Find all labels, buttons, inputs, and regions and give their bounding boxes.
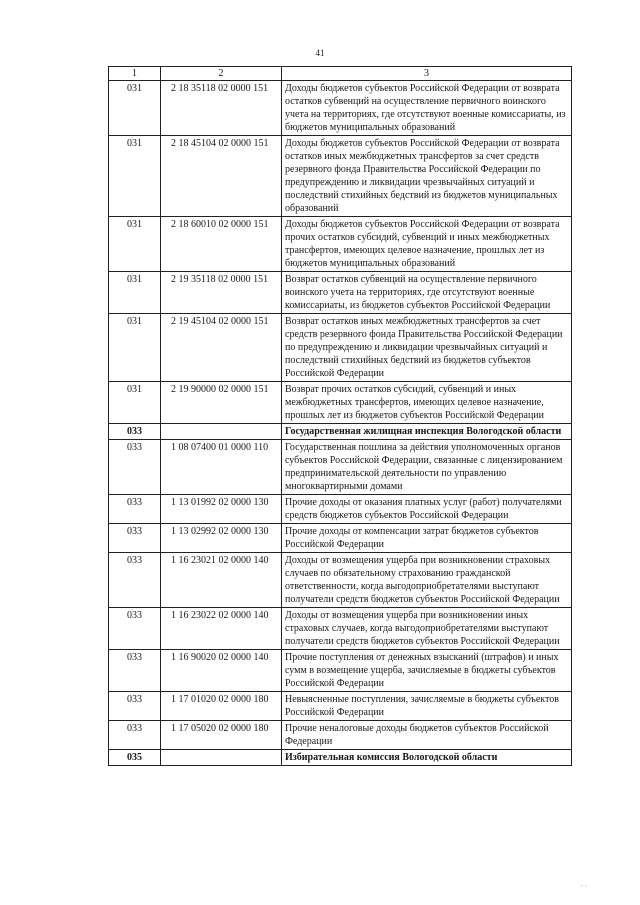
admin-code-cell: 031 (109, 382, 161, 424)
table-row (109, 81, 572, 136)
table-row (109, 608, 572, 650)
admin-code-cell: 033 (109, 553, 161, 608)
admin-code-cell: 031 (109, 272, 161, 314)
admin-code-cell: 033 (109, 440, 161, 495)
budget-classification-code-cell: 1 13 01992 02 0000 130 (161, 495, 282, 524)
admin-code-cell: 033 (109, 524, 161, 553)
revenue-description-cell: Доходы бюджетов субъектов Российской Федерации от возврата остатков иных межбюджетных трансфертов за счет средств резервного фонда Правительства Российской Федерации по предупреждению и ликвидации чрезвычайных ситуаций и последствий стихийных бедствий из бюджетов муниципальных образований (282, 136, 572, 217)
revenue-description-cell: Прочие неналоговые доходы бюджетов субъектов Российской Федерации (282, 721, 572, 750)
budget-classification-code-cell: 2 19 45104 02 0000 151 (161, 314, 282, 382)
revenue-description-cell: Доходы от возмещения ущерба при возникновении страховых случаев по обязательному страхованию гражданской ответственности, когда выгодоприобретателями выступают получатели средств бюджетов субъектов Российской Федерации (282, 553, 572, 608)
table-row (109, 440, 572, 495)
revenue-description-cell: Доходы бюджетов субъектов Российской Федерации от возврата прочих остатков субсидий, субвенций и иных межбюджетных трансфертов, имеющих целевое назначение, прошлых лет из бюджетов муниципальных образований (282, 217, 572, 272)
header-col-1: 1 (109, 67, 161, 81)
table-row (109, 495, 572, 524)
budget-classification-code-cell: 1 17 05020 02 0000 180 (161, 721, 282, 750)
table-row (109, 721, 572, 750)
budget-classification-code-cell: 1 13 02992 02 0000 130 (161, 524, 282, 553)
revenue-description-cell: Прочие доходы от оказания платных услуг (работ) получателями средств бюджетов субъектов Российской Федерации (282, 495, 572, 524)
budget-classification-code-cell: 2 19 35118 02 0000 151 (161, 272, 282, 314)
table-row (109, 314, 572, 382)
table-row (109, 692, 572, 721)
table-row (109, 553, 572, 608)
table-row (109, 524, 572, 553)
revenue-description-cell: Доходы бюджетов субъектов Российской Федерации от возврата остатков субвенций на осуществление первичного воинского учета на территориях, где отсутствуют военные комиссариаты, из бюджетов муниципальных образований (282, 81, 572, 136)
header-col-2: 2 (161, 67, 282, 81)
section-header-row (109, 424, 572, 440)
section-header-row (109, 750, 572, 766)
budget-classification-code-cell (161, 750, 282, 766)
revenue-description-cell: Возврат остатков субвенций на осуществление первичного воинского учета на территориях, где отсутствуют военные комиссариаты, из бюджетов субъектов Российской Федерации (282, 272, 572, 314)
budget-classification-code-cell: 1 08 07400 01 0000 110 (161, 440, 282, 495)
budget-classification-code-cell: 1 16 23021 02 0000 140 (161, 553, 282, 608)
revenue-description-cell: Возврат остатков иных межбюджетных трансфертов за счет средств резервного фонда Правительства Российской Федерации по предупреждению и ликвидации чрезвычайных ситуаций и последствий стихийных бедствий из бюджетов субъектов Российской Федерации (282, 314, 572, 382)
revenue-description-cell: Прочие доходы от компенсации затрат бюджетов субъектов Российской Федерации (282, 524, 572, 553)
admin-code-cell: 033 (109, 692, 161, 721)
admin-code-cell: 031 (109, 81, 161, 136)
budget-classification-code-cell: 2 18 45104 02 0000 151 (161, 136, 282, 217)
admin-code-cell: 033 (109, 650, 161, 692)
budget-classification-code-cell: 2 18 35118 02 0000 151 (161, 81, 282, 136)
admin-code-cell: 033 (109, 608, 161, 650)
admin-code-cell: 035 (109, 750, 161, 766)
revenue-description-cell: Избирательная комиссия Вологодской области (282, 750, 572, 766)
revenue-description-cell: Государственная пошлина за действия уполномоченных органов субъектов Российской Федерации, связанные с лицензированием предпринимательской деятельности по управлению многоквартирными домами (282, 440, 572, 495)
admin-code-cell: 033 (109, 424, 161, 440)
header-col-3: 3 (282, 67, 572, 81)
revenue-description-cell: Прочие поступления от денежных взысканий (штрафов) и иных сумм в возмещение ущерба, зачисляемые в бюджеты субъектов Российской Федерации (282, 650, 572, 692)
revenue-description-cell: Доходы от возмещения ущерба при возникновении иных страховых случаев, когда выгодоприобретателями выступают получатели средств бюджетов субъектов Российской Федерации (282, 608, 572, 650)
table-body (109, 81, 572, 766)
budget-classification-code-cell (161, 424, 282, 440)
budget-classification-code-cell: 1 16 90020 02 0000 140 (161, 650, 282, 692)
admin-code-cell: 031 (109, 217, 161, 272)
table-row (109, 272, 572, 314)
table-header-row (109, 67, 572, 81)
revenue-description-cell: Невыясненные поступления, зачисляемые в бюджеты субъектов Российской Федерации (282, 692, 572, 721)
admin-code-cell: 033 (109, 721, 161, 750)
table-row (109, 217, 572, 272)
margin-marks: · · (580, 882, 588, 891)
table-row (109, 650, 572, 692)
revenue-codes-table (108, 66, 572, 766)
budget-classification-code-cell: 1 16 23022 02 0000 140 (161, 608, 282, 650)
table-row (109, 136, 572, 217)
admin-code-cell: 033 (109, 495, 161, 524)
revenue-description-cell: Государственная жилищная инспекция Вологодской области (282, 424, 572, 440)
admin-code-cell: 031 (109, 314, 161, 382)
page-number: 41 (315, 48, 325, 58)
budget-classification-code-cell: 2 18 60010 02 0000 151 (161, 217, 282, 272)
revenue-description-cell: Возврат прочих остатков субсидий, субвенций и иных межбюджетных трансфертов, имеющих целевое назначение, прошлых лет из бюджетов субъектов Российской Федерации (282, 382, 572, 424)
budget-classification-code-cell: 1 17 01020 02 0000 180 (161, 692, 282, 721)
budget-classification-code-cell: 2 19 90000 02 0000 151 (161, 382, 282, 424)
admin-code-cell: 031 (109, 136, 161, 217)
table-row (109, 382, 572, 424)
